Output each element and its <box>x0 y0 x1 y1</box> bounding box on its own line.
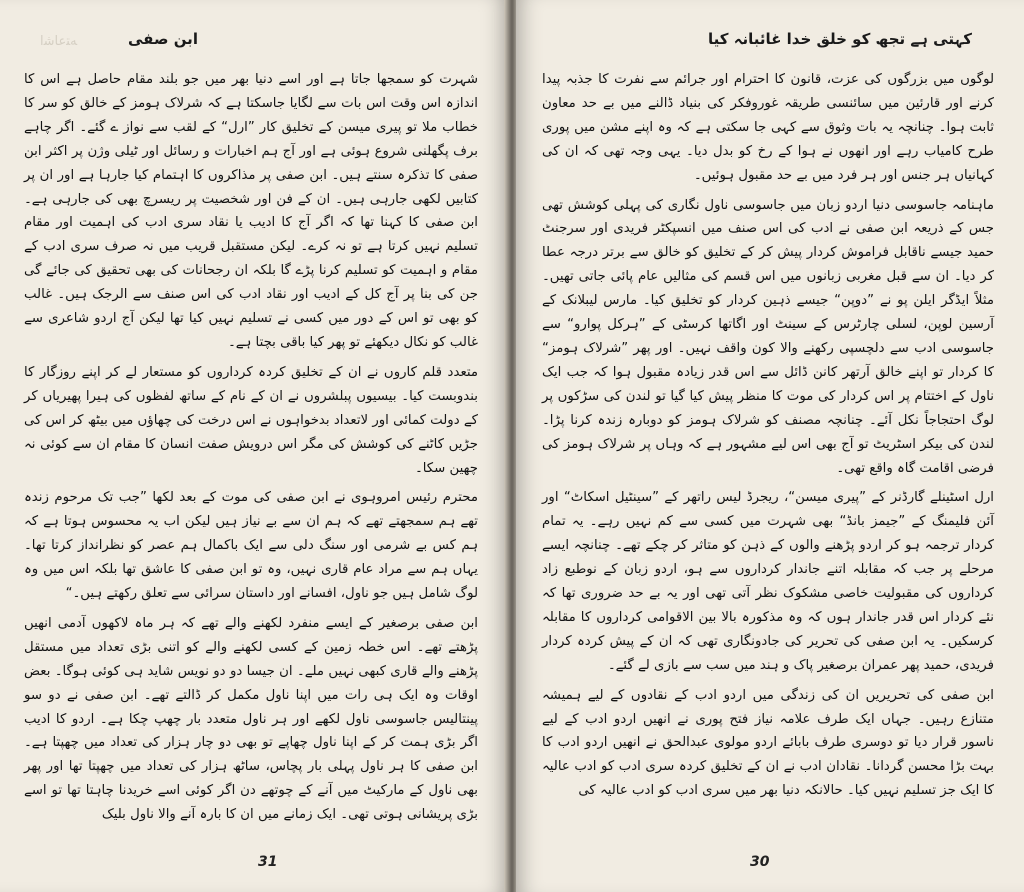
paragraph: ابن صفی برصغیر کے ایسے منفرد لکھنے والے تھے کہ ہر ماہ لاکھوں آدمی انھیں پڑھتے تھے۔ اس خطہ زمین کے کسی لکھنے والے کو اتنی بڑی تعداد میں مستقل پڑھنے والے قاری کبھی نہیں ملے۔ ان جیسا دو دو نویس شاید ہی کوئی ہوگا۔ بعض اوقات وہ ایک ہی رات میں اپنا ناول مکمل کر ڈالتے تھے۔ ابن صفی نے دو سو پینتالیس جاسوسی ناول لکھے اور ہر ناول متعدد بار چھپ چکا ہے۔ اردو کا ادیب اگر بڑی ہمت کر کے اپنا ناول چھاپے تو بھی دو چار ہزار کی تعداد میں چھپتا ہے۔ ابن صفی کا ہر ناول پہلی بار پچاس، ساٹھ ہزار کی تعداد میں چھپتا تھا اور پھر بھی ناول کے مارکیٹ میں آنے کے چوتھے دن اگر کوئی اسے خریدنا چاہتا تھا تو اسے بڑی پریشانی ہوتی تھی۔ ایک زمانے میں ان کا بارہ آنے والا ناول بلیک <box>24 615 478 823</box>
paragraph: محترم رئیس امروہوی نے ابن صفی کی موت کے بعد لکھا ”جب تک مرحوم زندہ تھے ہم سمجھتے تھے کہ ہم ان سے بے نیاز ہیں لیکن اب یہ محسوس ہوتا ہے کہ ہم کس بے شرمی اور سنگ دلی سے ایک باکمال ہم عصر کو نظرانداز کرتا تھا۔ یہاں ہم سے مراد عام قاری نہیں، وہ تو ابن صفی کا عاشق تھا بلکہ اس میں وہ لوگ شامل ہیں جو ناول، افسانے اور داستان سرائی سے تعلق رکھتے ہیں۔“ <box>24 490 478 602</box>
left-page-body <box>24 68 478 833</box>
paragraph: ارل اسٹینلے گارڈنر کے ”پیری میسن“، ریجرڈ لیس راتھر کے ”سینٹیل اسکاٹ“ اور آئن فلیمنگ کے ”جیمز بانڈ“ بھی شہرت میں کسی سے کم نہیں رہے۔ یہ تمام کردار ترجمہ ہو کر اردو پڑھنے والوں کے ذہن کو متاثر کر چکے تھے۔ چنانچہ ایسے مرحلے پر جب کہ مقابلہ اتنے جاندار کرداروں سے ہو، اردو زبان کے نوطبع زاد کرداروں کی مقبولیت خاصی مشکوک نظر آتی تھی اور یہ بے حد ضروری تھا کہ نئے کردار اس قدر جاندار ہوں کہ وہ مذکورہ بالا بین الاقوامی کرداروں کا مقابلہ کرسکیں۔ یہ ابن صفی کی تحریر کی جادونگاری تھی کہ ان کے پیش کردہ کردار فریدی، حمید پھر عمران برصغیر پاک و ہند میں سب سے بازی لے گئے۔ <box>542 490 994 673</box>
paragraph: لوگوں میں بزرگوں کی عزت، قانون کا احترام اور جرائم سے نفرت کا جذبہ پیدا کرنے اور قارئین میں سائنسی طریقہ غوروفکر کی بنیاد ڈالنے میں بے حد معاون ثابت ہوا۔ چنانچہ یہ بات وثوق سے کہی جا سکتی ہے کہ وہ اپنے مشن میں پوری طرح کامیاب رہے اور انھوں نے ہوا کے رخ کو بدل دیا۔ یہی وجہ تھی کہ ان کی کہانیاں ہر جنس اور ہر فرد میں بے حد مقبول ہوئیں۔ <box>542 72 994 183</box>
paragraph: متعدد قلم کاروں نے ان کے تخلیق کردہ کرداروں کو مستعار لے کر اپنے روزگار کا بندوبست کیا۔ بیسیوں پبلشروں نے ان کے نام کے ساتھ لفظوں کی ہیرا پھیریاں کر کے دولت کمائی اور لاتعداد بدخواہوں نے اس درخت کی چھاؤں میں بیٹھ کر اس کی جڑیں کاٹنے کی کوشش کی مگر اس درویش صفت انسان کا مقام ان سے کوئی نہ چھین سکا۔ <box>24 364 478 476</box>
right-page-body <box>542 68 994 809</box>
right-page <box>516 0 1024 892</box>
page-number: 30 <box>750 854 770 870</box>
paragraph: شہرت کو سمجھا جاتا ہے اور اسے دنیا بھر میں جو بلند مقام حاصل ہے اس کا اندازہ اس وقت اس بات سے لگایا جاسکتا ہے کہ شرلاک ہومز کے خالق کو سر کا خطاب ملا تو پیری میسن کے تخلیق کار ”ارل“ کے لقب سے نواز ے گئے۔ اگر چاہے برف پگھلنی شروع ہوئی ہے اور آج ہم اخبارات و رسائل اور ٹیلی وژن پر اکثر ابن صفی کا تذکرہ سنتے ہیں۔ ابن صفی پر مذاکروں کا اہتمام کیا جارہا ہے اور ان پر کتابیں لکھی جارہی ہیں۔ ان کے فن اور شخصیت پر ریسرچ بھی کی جارہی ہے۔ ابن صفی کا کہنا تھا کہ اگر آج کا ادیب یا نقاد سری ادب کی اہمیت اور مقام تسلیم نہیں کرتا ہے تو نہ کرے۔ لیکن مستقبل قریب میں نہ صرف سری ادب کے مقام و اہمیت کو تسلیم کرنا پڑے گا بلکہ ان رجحانات کی بھی تحقیق کی جائے گی جن کی بنا پر آج کل کے ادیب اور نقاد ادب کی اس صنف سے الرجک ہیں۔ غالب کو بھی تو اس کے دور میں کسی نے تسلیم نہیں کیا تھا لیکن آج اردو شاعری سے غالب کو نکال دیکھئے تو پھر کیا باقی بچتا ہے۔ <box>24 72 478 350</box>
left-page <box>0 0 508 892</box>
paragraph: ماہنامہ جاسوسی دنیا اردو زبان میں جاسوسی ناول نگاری کی پہلی کوشش تھی جس کے ذریعہ ابن صفی نے ادب کی اس صنف میں انسپکٹر فریدی اور سرجنٹ حمید جیسے ناقابل فراموش کردار پیش کر کے تخلیق کو خالق سے برتر درجہ عطا کر دیا۔ ان سے قبل مغربی زبانوں میں اس قسم کی مثالیں عام پائی جاتی تھیں۔ مثلاً ایڈگر ایلن پو نے ”دوپن“ جیسے ذہین کردار کو تخلیق کیا۔ مارس لیبلانک کے آرسین لوپن، لسلی چارٹرس کے سینٹ اور اگاتھا کرسٹی کے ”ہرکل پوارو“ سے جاسوسی ادب سے دلچسپی رکھنے والا کون واقف نہیں۔ اور پھر ”شرلاک ہومز“ کا کردار تو اپنے خالق آرتھر کانن ڈائل سے اس قدر زیادہ مقبول ہوا کہ جب ایک ناول کے اختتام پر اس کردار کی موت کا منظر پیش کیا گیا تو لندن کی سڑکوں پر لوگ احتجاجاً نکل آئے۔ چنانچہ مصنف کو شرلاک ہومز کو دوبارہ زندہ کرنا پڑا۔ لندن کی بیکر اسٹریٹ تو آج بھی اس لیے مشہور ہے کہ وہاں پر شرلاک ہومز کی فرضی اقامت گاہ واقع تھی۔ <box>542 197 994 476</box>
bleed-through-text: ﻪﺘﻋﺎﺷﺍ <box>40 34 78 49</box>
paragraph: ابن صفی کی تحریریں ان کی زندگی میں اردو ادب کے نقادوں کے لیے ہمیشہ متنازع رہیں۔ جہاں ایک طرف علامہ نیاز فتح پوری نے انھیں اردو ادب کے لیے ناسور قرار دیا تو دوسری طرف بابائے اردو مولوی عبدالحق نے انھیں اردو ادب کا بہت بڑا محسن گردانا۔ نقادان ادب نے ان کے تخلیق کردہ سری ادب کو ادب عالیہ کا ایک جز تسلیم نہیں کیا۔ حالانکہ دنیا بھر میں سری ادب کو ادب عالیہ کی <box>542 687 994 799</box>
left-page-header: ابن صفی <box>128 30 198 48</box>
right-page-header: کہتی ہے تجھ کو خلق خدا غائبانہ کیا <box>708 30 972 48</box>
page-number: 31 <box>258 854 278 870</box>
